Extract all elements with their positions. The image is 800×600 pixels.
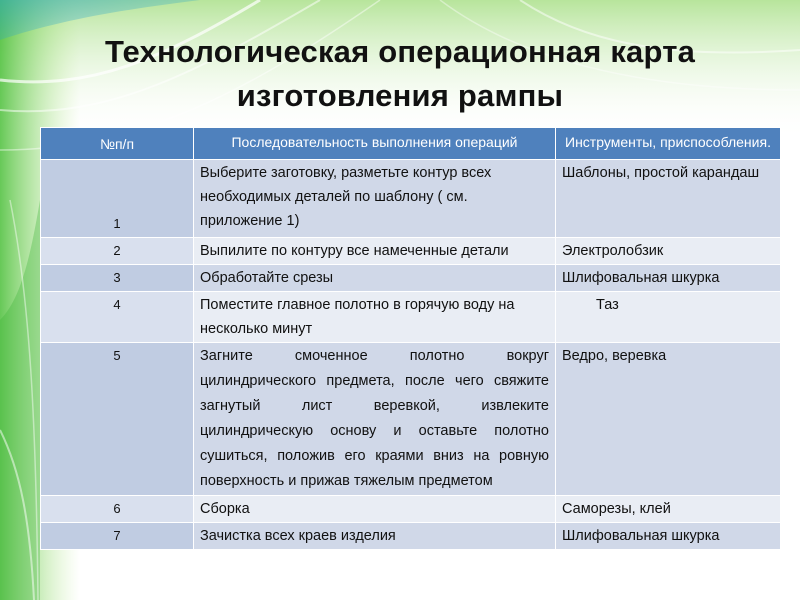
operation-cell: Обработайте срезы xyxy=(194,265,556,292)
header-operations: Последовательность выполнения операций xyxy=(194,128,556,160)
tool-cell: Саморезы, клей xyxy=(556,496,781,523)
row-number: 5 xyxy=(41,343,194,496)
table-row xyxy=(41,523,781,550)
operation-cell: Выберите заготовку, разметьте контур всех необходимых деталей по шаблону ( см. приложение 1) xyxy=(194,160,556,238)
tool-text: Шаблоны, простой карандаш xyxy=(562,165,760,181)
table-row xyxy=(41,343,781,496)
operation-cell: Выпилите по контуру все намеченные детали xyxy=(194,238,556,265)
slide-title xyxy=(0,30,800,118)
operation-cell: Загните смоченное полотно вокруг цилиндрического предмета, после чего свяжите загнутый лист веревкой, извлеките цилиндрическую основу и оставьте полотно сушиться, положив его краями вниз на ровную поверхность и прижав тяжелым предметом xyxy=(194,343,556,496)
row-number: 2 xyxy=(41,238,194,265)
row-number: 3 xyxy=(41,265,194,292)
row-number: 1 xyxy=(41,160,194,238)
table-row xyxy=(41,496,781,523)
header-number: №п/п xyxy=(41,128,194,160)
operation-cell: Поместите главное полотно в горячую воду на несколько минут xyxy=(194,292,556,343)
title-line-2: изготовления рампы xyxy=(236,78,564,113)
table-row xyxy=(41,238,781,265)
tool-cell: Шлифовальная шкурка xyxy=(556,265,781,292)
table-row xyxy=(41,160,781,238)
row-number: 4 xyxy=(41,292,194,343)
tool-cell: Шлифовальная шкурка xyxy=(556,523,781,550)
table-row xyxy=(41,292,781,343)
tool-cell: Электролобзик xyxy=(556,238,781,265)
table-header-row xyxy=(41,128,781,160)
operation-cell: Зачистка всех краев изделия xyxy=(194,523,556,550)
header-tools: Инструменты, приспособления. xyxy=(556,128,781,160)
title-line-1: Технологическая операционная карта xyxy=(104,34,696,69)
tool-cell: Таз xyxy=(556,292,781,343)
operation-table xyxy=(40,127,781,550)
tool-cell xyxy=(556,160,781,238)
row-number: 6 xyxy=(41,496,194,523)
table-row xyxy=(41,265,781,292)
operation-table-container xyxy=(40,127,780,550)
row-number: 7 xyxy=(41,523,194,550)
operation-cell: Сборка xyxy=(194,496,556,523)
tool-cell: Ведро, веревка xyxy=(556,343,781,496)
